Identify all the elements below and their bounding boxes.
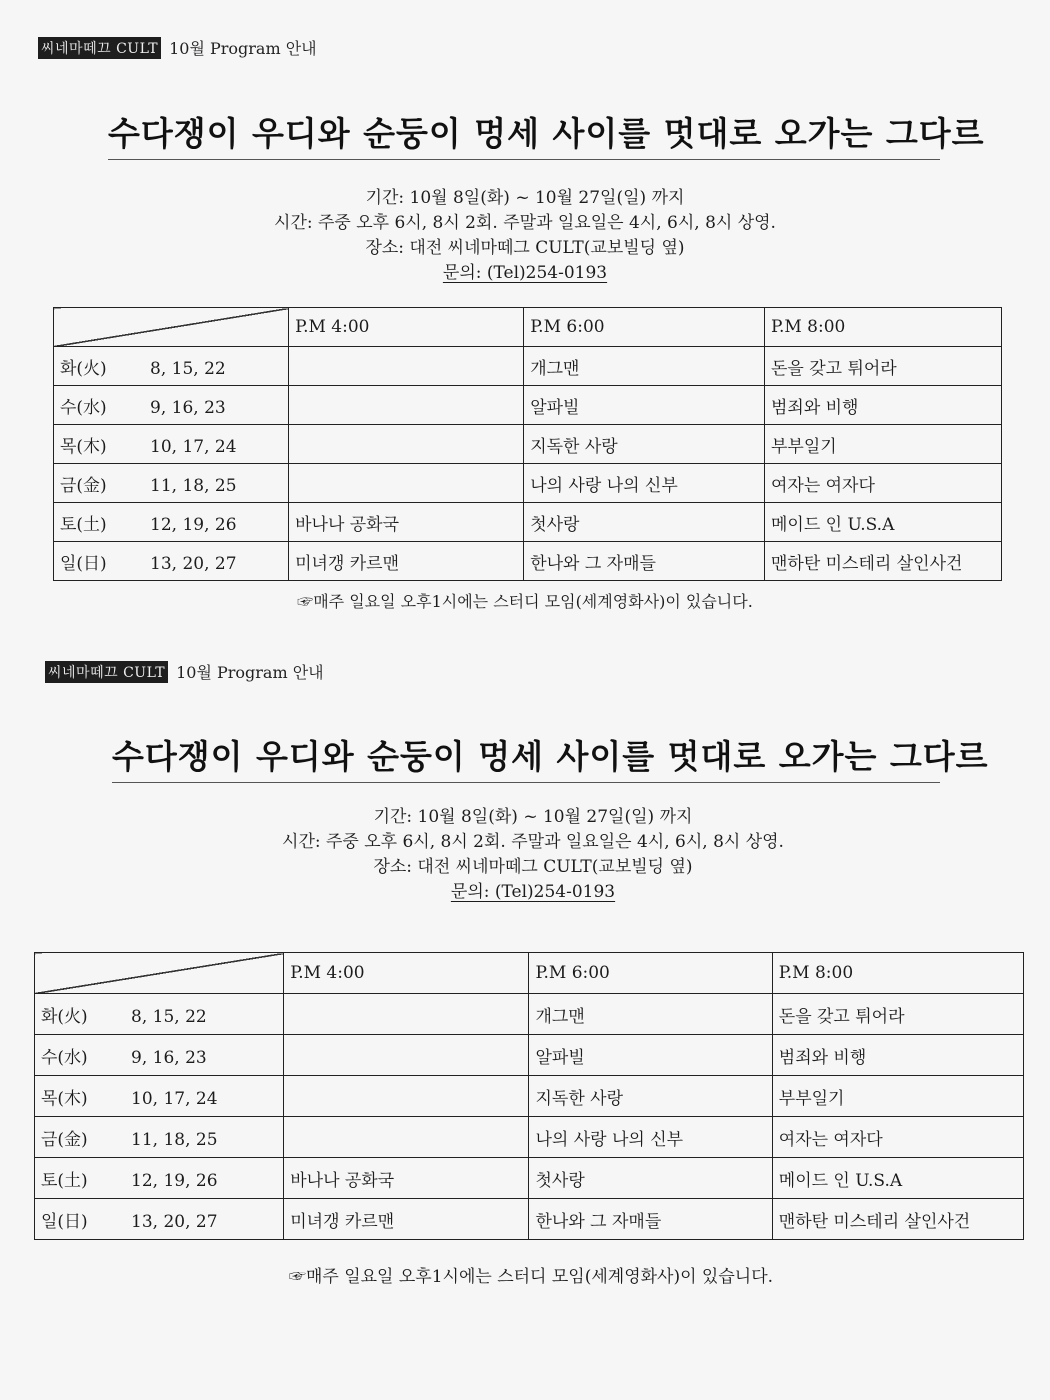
day-cell xyxy=(54,464,289,503)
dates-label: 10, 17, 24 xyxy=(131,1088,218,1109)
brand-label: 씨네마떼끄 CULT xyxy=(38,37,161,59)
day-label: 수(水) xyxy=(60,397,107,418)
pm4-cell: 바나나 공화국 xyxy=(289,503,524,542)
pm8-cell: 맨하탄 미스테리 살인사건 xyxy=(764,542,1001,581)
day-cell xyxy=(54,386,289,425)
header xyxy=(45,660,324,683)
pm4-cell xyxy=(289,464,524,503)
day-cell xyxy=(35,1199,284,1240)
pm8-cell: 메이드 인 U.S.A xyxy=(764,503,1001,542)
pm4-cell xyxy=(289,386,524,425)
dates-label: 8, 15, 22 xyxy=(150,358,226,379)
info-block xyxy=(8,805,1050,905)
table-row xyxy=(35,1199,1024,1240)
brand-label: 씨네마떼끄 CULT xyxy=(45,661,168,683)
day-cell xyxy=(35,1158,284,1199)
day-label: 토(土) xyxy=(41,1170,88,1191)
table-row xyxy=(35,994,1024,1035)
pm4-cell xyxy=(284,994,529,1035)
dates-label: 11, 18, 25 xyxy=(131,1129,218,1150)
day-cell xyxy=(35,1035,284,1076)
pm6-cell: 첫사랑 xyxy=(529,1158,772,1199)
pm6-cell: 지독한 사랑 xyxy=(524,425,765,464)
pm4-cell xyxy=(289,347,524,386)
day-label: 금(金) xyxy=(41,1129,88,1150)
column-header: P.M 6:00 xyxy=(524,308,765,347)
pm4-cell: 미녀갱 카르맨 xyxy=(284,1199,529,1240)
contact-line: 문의: (Tel)254-0193 xyxy=(442,263,608,283)
time-line: 시간: 주중 오후 6시, 8시 2회. 주말과 일요일은 4시, 6시, 8시 상영. xyxy=(274,213,776,233)
column-header: P.M 8:00 xyxy=(772,953,1023,994)
headline: 수다쟁이 우디와 순둥이 멍세 사이를 멋대로 오가는 그다르 xyxy=(112,731,940,783)
dates-label: 9, 16, 23 xyxy=(150,397,226,418)
day-label: 금(金) xyxy=(60,475,107,496)
day-label: 일(日) xyxy=(60,553,107,574)
pm6-cell: 지독한 사랑 xyxy=(529,1076,772,1117)
day-cell xyxy=(54,503,289,542)
period-line: 기간: 10월 8일(화) ~ 10월 27일(일) 까지 xyxy=(373,807,693,827)
pm8-cell: 여자는 여자다 xyxy=(772,1117,1023,1158)
table-row xyxy=(54,503,1002,542)
table-row xyxy=(54,464,1002,503)
day-label: 화(火) xyxy=(60,358,107,379)
info-block xyxy=(0,186,1050,286)
pm4-cell xyxy=(284,1035,529,1076)
pm8-cell: 돈을 갖고 튀어라 xyxy=(772,994,1023,1035)
schedule-table xyxy=(34,952,1024,1240)
place-line: 장소: 대전 씨네마떼그 CULT(교보빌딩 옆) xyxy=(365,238,685,258)
dates-label: 11, 18, 25 xyxy=(150,475,237,496)
day-label: 수(水) xyxy=(41,1047,88,1068)
table-row xyxy=(35,1035,1024,1076)
column-header: P.M 6:00 xyxy=(529,953,772,994)
day-cell xyxy=(54,542,289,581)
pm8-cell: 부부일기 xyxy=(764,425,1001,464)
day-cell xyxy=(54,425,289,464)
day-cell xyxy=(35,994,284,1035)
day-cell xyxy=(54,347,289,386)
corner-cell xyxy=(35,953,284,994)
pm4-cell: 미녀갱 카르맨 xyxy=(289,542,524,581)
pm6-cell: 첫사랑 xyxy=(524,503,765,542)
time-line: 시간: 주중 오후 6시, 8시 2회. 주말과 일요일은 4시, 6시, 8시 상영. xyxy=(282,832,784,852)
study-note: ☞매주 일요일 오후1시에는 스터디 모임(세계영화사)이 있습니다. xyxy=(297,592,753,611)
table-row xyxy=(35,1117,1024,1158)
table-row xyxy=(35,1076,1024,1117)
pm8-cell: 돈을 갖고 튀어라 xyxy=(764,347,1001,386)
pm4-cell: 바나나 공화국 xyxy=(284,1158,529,1199)
day-cell xyxy=(35,1076,284,1117)
table-row xyxy=(54,425,1002,464)
program-title: 10월 Program 안내 xyxy=(176,663,324,682)
day-label: 목(木) xyxy=(60,436,107,457)
schedule-table xyxy=(53,307,1002,581)
table-row xyxy=(54,542,1002,581)
table-row xyxy=(54,386,1002,425)
dates-label: 13, 20, 27 xyxy=(131,1211,218,1232)
pm8-cell: 범죄와 비행 xyxy=(764,386,1001,425)
pm6-cell: 나의 사랑 나의 신부 xyxy=(529,1117,772,1158)
place-line: 장소: 대전 씨네마떼그 CULT(교보빌딩 옆) xyxy=(373,857,693,877)
day-label: 목(木) xyxy=(41,1088,88,1109)
pm6-cell: 한나와 그 자매들 xyxy=(529,1199,772,1240)
table-header-row xyxy=(54,308,1002,347)
contact-line: 문의: (Tel)254-0193 xyxy=(450,882,616,902)
pm6-cell: 알파빌 xyxy=(529,1035,772,1076)
day-label: 일(日) xyxy=(41,1211,88,1232)
pm4-cell xyxy=(284,1076,529,1117)
pm6-cell: 알파빌 xyxy=(524,386,765,425)
program-title: 10월 Program 안내 xyxy=(169,39,317,58)
day-label: 토(土) xyxy=(60,514,107,535)
column-header: P.M 4:00 xyxy=(284,953,529,994)
table-row xyxy=(54,347,1002,386)
dates-label: 10, 17, 24 xyxy=(150,436,237,457)
pm6-cell: 개그맨 xyxy=(524,347,765,386)
dates-label: 12, 19, 26 xyxy=(150,514,237,535)
pm8-cell: 부부일기 xyxy=(772,1076,1023,1117)
day-label: 화(火) xyxy=(41,1006,88,1027)
pm8-cell: 범죄와 비행 xyxy=(772,1035,1023,1076)
pm4-cell xyxy=(284,1117,529,1158)
pm8-cell: 여자는 여자다 xyxy=(764,464,1001,503)
day-cell xyxy=(35,1117,284,1158)
period-line: 기간: 10월 8일(화) ~ 10월 27일(일) 까지 xyxy=(365,188,685,208)
pm4-cell xyxy=(289,425,524,464)
table-row xyxy=(35,1158,1024,1199)
pm6-cell: 개그맨 xyxy=(529,994,772,1035)
dates-label: 9, 16, 23 xyxy=(131,1047,207,1068)
pm6-cell: 나의 사랑 나의 신부 xyxy=(524,464,765,503)
corner-cell xyxy=(54,308,289,347)
study-note: ☞매주 일요일 오후1시에는 스터디 모임(세계영화사)이 있습니다. xyxy=(288,1267,774,1287)
dates-label: 12, 19, 26 xyxy=(131,1170,218,1191)
column-header: P.M 8:00 xyxy=(764,308,1001,347)
dates-label: 13, 20, 27 xyxy=(150,553,237,574)
headline: 수다쟁이 우디와 순둥이 멍세 사이를 멋대로 오가는 그다르 xyxy=(108,108,940,160)
header xyxy=(38,36,317,59)
pm8-cell: 맨하탄 미스테리 살인사건 xyxy=(772,1199,1023,1240)
table-header-row xyxy=(35,953,1024,994)
column-header: P.M 4:00 xyxy=(289,308,524,347)
dates-label: 8, 15, 22 xyxy=(131,1006,207,1027)
pm6-cell: 한나와 그 자매들 xyxy=(524,542,765,581)
pm8-cell: 메이드 인 U.S.A xyxy=(772,1158,1023,1199)
